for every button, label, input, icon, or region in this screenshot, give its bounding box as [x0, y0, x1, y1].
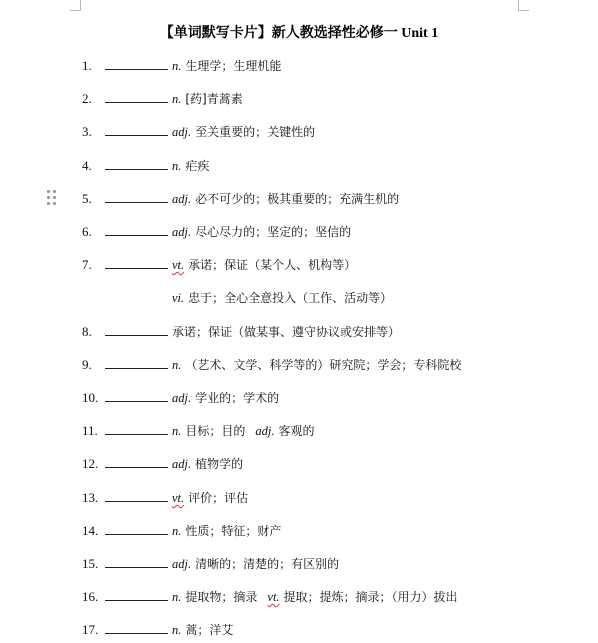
meaning-text: 评价；评估 [188, 491, 249, 505]
part-of-speech: adj. [172, 225, 192, 239]
definition [172, 421, 315, 441]
document-title: 【单词默写卡片】新人教选择性必修一 Unit 1 [159, 26, 439, 41]
item-number: 13. [82, 490, 99, 505]
vocab-row [0, 488, 598, 508]
answer-blank[interactable] [105, 567, 168, 568]
definition [172, 122, 315, 142]
definition [172, 156, 209, 176]
part-of-speech: adj. [255, 424, 275, 438]
answer-blank[interactable] [105, 534, 168, 535]
part-of-speech: adj. [172, 192, 192, 206]
vocab-row [0, 122, 598, 142]
definition [172, 587, 458, 607]
meaning-text: 客观的 [278, 424, 315, 438]
page-corner-mark-right [518, 0, 529, 11]
definition [172, 521, 281, 541]
part-of-speech: vt. [267, 590, 280, 604]
vocab-row [0, 56, 598, 76]
part-of-speech: n. [172, 159, 182, 173]
answer-blank[interactable] [105, 633, 168, 634]
meaning-text: 提取；提炼；摘录；（用力）拔出 [283, 590, 458, 604]
item-number: 17. [82, 622, 99, 637]
item-number: 11. [82, 423, 98, 438]
meaning-text: 蒿；洋艾 [185, 623, 234, 637]
part-of-speech: n. [172, 59, 182, 73]
answer-blank[interactable] [105, 501, 168, 502]
answer-blank[interactable] [105, 169, 168, 170]
meaning-text: 性质；特征；财产 [185, 524, 282, 538]
item-number: 16. [82, 589, 99, 604]
meaning-text: 提取物；摘录 [185, 590, 258, 604]
meaning-text: 承诺；保证（做某事、遵守协议或安排等） [172, 325, 401, 339]
answer-blank[interactable] [105, 102, 168, 103]
vocab-row [0, 189, 598, 209]
vocab-row [0, 222, 598, 242]
definition [172, 355, 461, 375]
definition [172, 189, 399, 209]
vocab-row [0, 421, 598, 441]
part-of-speech: adj. [172, 457, 192, 471]
answer-blank[interactable] [105, 135, 168, 136]
meaning-text: 忠于；全心全意投入（工作、活动等） [188, 291, 393, 305]
vocab-row [0, 89, 598, 109]
vocab-row [0, 620, 598, 640]
part-of-speech: vt. [172, 258, 185, 272]
part-of-speech: adj. [172, 557, 192, 571]
answer-blank[interactable] [105, 600, 168, 601]
vocab-row [0, 322, 598, 342]
item-number: 9. [82, 357, 92, 372]
meaning-text: 植物学的 [195, 457, 244, 471]
item-number: 5. [82, 191, 92, 206]
part-of-speech: adj. [172, 125, 192, 139]
part-of-speech: n. [172, 623, 182, 637]
definition [172, 620, 233, 640]
vocab-row [0, 156, 598, 176]
vocab-row [0, 388, 598, 408]
definition [172, 255, 356, 275]
vocab-row [0, 355, 598, 375]
vocab-row [0, 288, 598, 308]
meaning-text: 清晰的；清楚的；有区别的 [195, 557, 340, 571]
vocab-row [0, 587, 598, 607]
meaning-text: 疟疾 [185, 159, 210, 173]
vocab-row [0, 554, 598, 574]
part-of-speech: n. [172, 524, 182, 538]
meaning-text: 承诺；保证（某个人、机构等） [188, 258, 357, 272]
answer-blank[interactable] [105, 335, 168, 336]
item-number: 10. [82, 390, 99, 405]
item-number: 14. [82, 523, 99, 538]
part-of-speech: n. [172, 424, 182, 438]
answer-blank[interactable] [105, 467, 168, 468]
meaning-text: [药]青蒿素 [185, 92, 243, 106]
item-number: 6. [82, 224, 92, 239]
answer-blank[interactable] [105, 401, 168, 402]
definition [172, 488, 248, 508]
answer-blank[interactable] [105, 268, 168, 269]
meaning-text: 至关重要的；关键性的 [195, 125, 316, 139]
answer-blank[interactable] [105, 235, 168, 236]
answer-blank[interactable] [105, 368, 168, 369]
part-of-speech: vi. [172, 291, 185, 305]
answer-blank[interactable] [105, 202, 168, 203]
vocab-row [0, 454, 598, 474]
item-number: 15. [82, 556, 99, 571]
definition [172, 222, 351, 242]
part-of-speech: n. [172, 590, 182, 604]
answer-blank[interactable] [105, 69, 168, 70]
definition [172, 288, 392, 308]
answer-blank[interactable] [105, 434, 168, 435]
meaning-text: （艺术、文学、科学等的）研究院；学会；专科院校 [185, 358, 462, 372]
meaning-text: 必不可少的；极其重要的；充满生机的 [195, 192, 400, 206]
vocab-row [0, 521, 598, 541]
part-of-speech: n. [172, 358, 182, 372]
definition [172, 56, 281, 76]
part-of-speech: adj. [172, 391, 192, 405]
meaning-text: 尽心尽力的；坚定的；坚信的 [195, 225, 352, 239]
meaning-text: 学业的；学术的 [195, 391, 280, 405]
meaning-text: 目标；目的 [185, 424, 246, 438]
definition [172, 454, 243, 474]
item-number: 2. [82, 91, 92, 106]
item-number: 7. [82, 257, 92, 272]
meaning-text: 生理学；生理机能 [185, 59, 282, 73]
item-number: 3. [82, 124, 92, 139]
definition [172, 89, 243, 109]
part-of-speech: n. [172, 92, 182, 106]
item-number: 8. [82, 324, 92, 339]
page-corner-mark-left [70, 0, 81, 11]
item-number: 4. [82, 158, 92, 173]
item-number: 1. [82, 58, 92, 73]
part-of-speech: vt. [172, 491, 185, 505]
definition [172, 554, 339, 574]
item-number: 12. [82, 456, 99, 471]
vocab-row [0, 255, 598, 275]
definition [172, 388, 279, 408]
definition [172, 322, 400, 342]
